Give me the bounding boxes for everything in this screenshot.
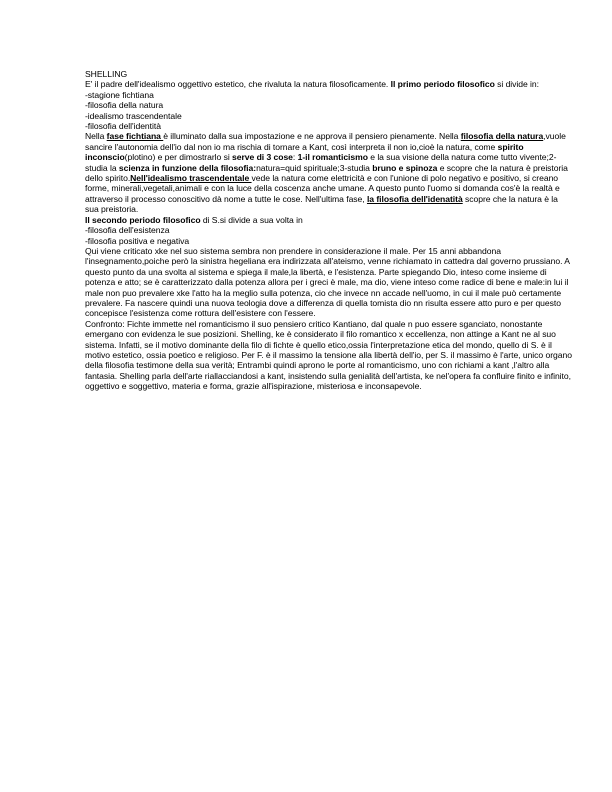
second-period-paragraph <box>85 215 573 225</box>
text-run: scopre che la natura è la sua preistoria. <box>85 193 558 215</box>
text-run: 1-il romanticismo <box>297 152 368 163</box>
text-run: e la sua visione della natura come tutto vivente;2-studia la <box>85 152 557 173</box>
text-run: è illuminato dalla sua impostazione e ne approva il pensiero pienamente. Nella <box>163 131 461 142</box>
text-run: (plotino) e per dimostrarlo si <box>124 152 233 163</box>
text-run: Nell'idealismo trascendentale <box>130 173 252 184</box>
list-item: -filosofia dell'esistenza <box>85 225 170 236</box>
text-run: e scopre che la natura è preistoria dello spirito. <box>85 162 568 184</box>
text-run: : <box>292 152 298 163</box>
list-item: -filosofia dell'identità <box>85 121 161 132</box>
text-run: ,vuole sancire l'autonomia dell'io dal non io ma rischia di tornare a Kant, così interpreta il non io,cioè la natura, come <box>85 131 566 152</box>
list-item: -stagione fichtiana <box>85 89 154 100</box>
list-item: -filosofia positiva e negativa <box>85 235 190 246</box>
text-run: di S.si divide a sua volta in <box>200 214 303 225</box>
text-run: serve di 3 cose <box>232 152 293 163</box>
first-period-paragraph <box>85 131 573 214</box>
list-item: -filosofia della natura <box>85 100 164 111</box>
list-item: -idealismo trascendentale <box>85 110 182 121</box>
document-title: SHELLING <box>85 69 128 79</box>
text-run: Nella <box>85 131 107 142</box>
text-run: spirito inconscio <box>85 141 524 163</box>
text-run: fase fichtiana <box>106 131 164 142</box>
text-run: vede la natura come elettricità e con l'unione di polo negativo e positivo, si creano forme, minerali,vegetali,animali e con la luce della coscenza anche umane. A questo punto l'uomo si domanda cos'è la realtà e attraverso il processo conoscitivo dà nome a tutte le cose. Nell'ultima fase, <box>85 173 560 204</box>
comparison-paragraph: Confronto: Fichte immette nel romanticismo il suo pensiero critico Kantiano, dal quale n puo essere sganciato, nonostante emergano con evidenza le sue posizioni. Shelling, ke è considerato il filo romantico x eccellenza, non attinge a Kant ne al suo sistema. Infatti, se il motivo dominante della filo di fichte è quello etico,ossia l'interpretazione etica del mondo, quello di S. è il motivo estetico, ossia poetico e religioso. Per F. è il massimo la tensione alla libertà dell'io, per S. il massimo è l'arte, unico organo della filosofia testimone della sua verità; Entrambi quindi aprono le porte al romanticismo, uno con richiami a kant ,l'altro alla fantasia. Shelling parla dell'arte riallacciandosi a kant, insistendo sulla genialità dell'artista, ke nel'opera fa confluire finito e infinito, oggettivo e soggettivo, materia e forma, grazie all'ispirazione, misteriosa e inconsapevole. <box>85 318 572 392</box>
document-body <box>85 69 573 392</box>
text-run: Il secondo periodo filosofico <box>85 214 201 225</box>
text-run: la filosofia dell'idenatità <box>366 193 463 204</box>
intro-paragraph <box>85 79 573 89</box>
text-run: E' il padre dell'idealismo oggettivo estetico, che rivaluta la natura filosoficamente. <box>85 79 391 90</box>
criticism-paragraph: Qui viene criticato xke nel suo sistema sembra non prendere in considerazione il male. Per 15 anni abbandona l'insegnamento,poiche però la sinistra hegeliana era indirizzata all'ateismo, venne richiamato in cattedra dal governo prussiano. A questo punto da una svolta al sistema e spiega il male,la libertà, e l'esistenza. Parte spiegando Dio, inteso come insieme di potenza e atto; se è caratterizzato dalla potenza allora per i greci è male, ma dio, viene inteso come radice di bene e male:in lui il male non puo prevalere xke l'atto ha la meglio sulla potenza, cio che invece nn accade nell'uomo, in cui il male può certamente prevalere. Fa nascere quindi una nuova teologia dove a differenza di quella tomista dio nn risulta essere atto puro e per questo concepisce l'esistenza come rottura dell'esistere con l'essere. <box>85 245 570 319</box>
text-run: filosofia della natura <box>460 131 544 142</box>
text-run: Il primo periodo filosofico <box>390 79 495 90</box>
text-run: natura=quid spirituale;3-studia <box>256 162 373 173</box>
text-run: si divide in: <box>494 79 539 90</box>
text-run: scienza in funzione della filosofia: <box>118 162 257 173</box>
text-run: bruno e spinoza <box>372 162 438 173</box>
